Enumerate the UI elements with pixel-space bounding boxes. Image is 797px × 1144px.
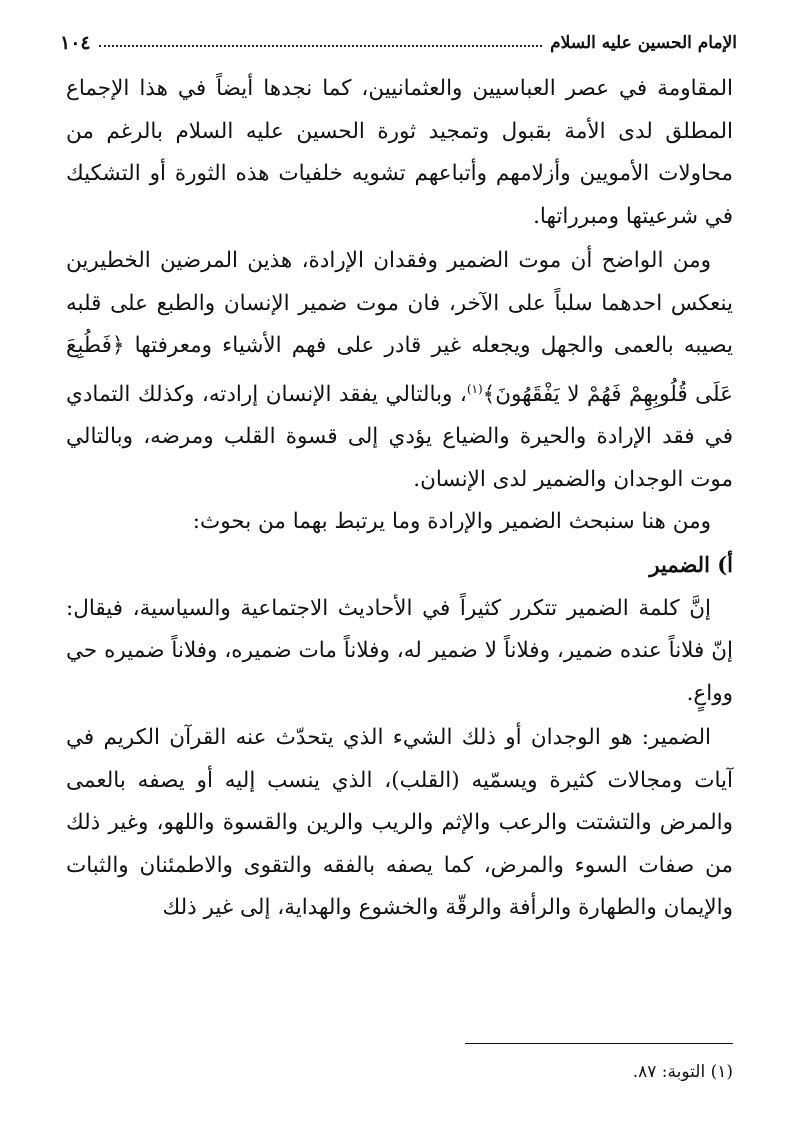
paragraph-2-part-1: ومن الواضح أن موت الضمير وفقدان الإرادة، هذين المرضين الخطيرين ينعكس احدهما سلباً على الآخر، فان موت ضمير الإنسان والطبع على قلبه يصيبه بالعمى والجهل ويجعله غير قادر على فهم الأشياء ومعرفتها xyxy=(66,248,733,358)
paragraph-2 xyxy=(66,240,733,501)
paragraph-1: المقاومة في عصر العباسيين والعثمانيين، كما نجدها أيضاً في هذا الإجماع المطلق لدى الأمة بقبول وتمجيد ثورة الحسين عليه السلام بالرغم من محاولات الأمويين وأزلامهم وأتباعهم تشويه خلفيات هذه الثورة أو التشكيك في شرعيتها ومبرراتها. xyxy=(66,76,733,229)
footnote: (١) التوبة: ٨٧. xyxy=(632,1062,733,1082)
quran-quote: ﴿فَطُبِعَ عَلَى قُلُوبِهِمْ فَهُمْ لا يَفْقَهُونَ﴾ xyxy=(66,333,733,407)
page-header xyxy=(60,26,737,60)
footnote-divider xyxy=(465,1043,733,1044)
paragraph-3: ومن هنا سنبحث الضمير والإرادة وما يرتبط بهما من بحوث: xyxy=(192,509,711,535)
page-number: ١٠٤ xyxy=(60,32,91,54)
body-text xyxy=(66,68,733,930)
footnote-marker[interactable]: (١) xyxy=(466,381,483,396)
paragraph-5: الضمير: هو الوجدان أو ذلك الشيء الذي يتحدّث عنه القرآن الكريم في آيات ومجالات كثيرة ويسمّيه (القلب)، الذي ينسب إليه أو يصفه بالعمى والمرض والتشتت والرعب والإثم والريب والرين والقسوة واللهو، وغير ذلك من صفات السوء والمرض، كما يصفه بالفقه والتقوى والاطمئنان والثبات والإيمان والطهارة والرأفة والرقّة والخشوع والهداية، إلى غير ذلك xyxy=(66,725,733,921)
running-title: الإمام الحسين عليه السلام xyxy=(550,33,737,53)
paragraph-4: إنَّ كلمة الضمير تتكرر كثيراً في الأحاديث الاجتماعية والسياسية، فيقال: إنّ فلاناً عنده ضمير، وفلاناً لا ضمير له، وفلاناً مات ضميره، وفلاناً ضميره حي وواعٍ. xyxy=(66,595,733,706)
paragraph-2-part-2: ، وبالتالي يفقد الإنسان إرادته، وكذلك التمادي في فقد الإرادة والحيرة والضياع يؤدي إلى قسوة القلب ومرضه، وبالتالي موت الوجدان والضمير لدى الإنسان. xyxy=(66,381,733,492)
section-heading: أ) الضمير xyxy=(649,551,733,577)
header-dot-leader xyxy=(99,45,543,47)
